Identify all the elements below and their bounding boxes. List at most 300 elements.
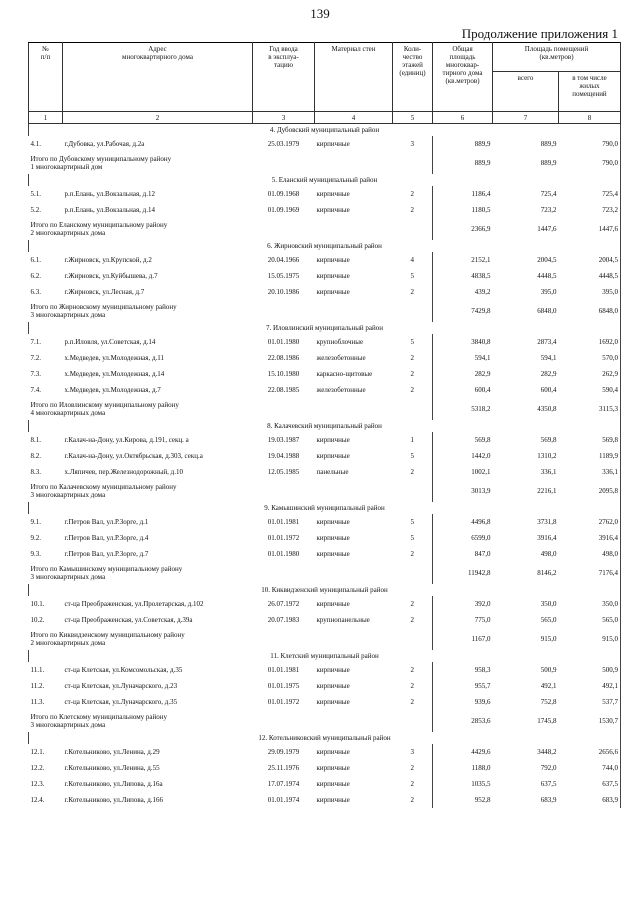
- table-cell: 492,1: [559, 678, 621, 694]
- table-cell: 775,0: [433, 612, 493, 628]
- table-cell: 20.10.1986: [267, 288, 300, 296]
- table-cell: 350,0: [559, 596, 621, 612]
- table-row: [29, 284, 621, 300]
- table-cell: 8.2.: [30, 452, 41, 460]
- table-cell: железобетонные: [316, 354, 366, 362]
- table-cell: 4496,8: [433, 514, 493, 530]
- table-cell: 500,9: [540, 666, 557, 674]
- table-cell: 336,1: [559, 464, 621, 480]
- table-cell: 2: [410, 764, 414, 772]
- table-cell: 9.3.: [30, 550, 41, 558]
- housing-table: [28, 42, 621, 808]
- table-cell: 5: [410, 338, 414, 346]
- table-cell: г.Жирновск, ул.Крупской, д.2: [64, 256, 152, 264]
- column-number: 2: [63, 112, 253, 124]
- table-cell: 25.03.1979: [267, 140, 300, 148]
- total-value: 1447,6: [537, 225, 557, 233]
- total-label: Итого по Калачевскому муниципальному району 3 многоквартирных дома: [30, 483, 177, 499]
- table-cell: 282,9: [540, 370, 557, 378]
- table-cell: 3916,4: [559, 530, 621, 546]
- table-cell: 25.11.1976: [267, 764, 300, 772]
- table-cell: 7.4.: [30, 386, 41, 394]
- table-cell: ст-ца Преображенская, ул.Пролетарская, д.102: [64, 600, 204, 608]
- table-cell: х.Медведев, ул.Молодежная, д.7: [64, 386, 161, 394]
- table-cell: 1180,5: [433, 202, 493, 218]
- total-row: [29, 300, 621, 322]
- total-value: 889,9: [540, 159, 557, 167]
- table-cell: 5: [410, 534, 414, 542]
- table-cell: 600,4: [433, 382, 493, 398]
- column-number: 4: [315, 112, 393, 124]
- table-row: [29, 136, 621, 152]
- table-cell: г.Калач-на-Дону, ул.Кирова, д.191, секц. а: [64, 436, 189, 444]
- table-cell: 2656,6: [559, 744, 621, 760]
- column-number: 8: [559, 112, 621, 124]
- table-row: [29, 792, 621, 808]
- header-floors: Коли- чество этажей (единиц): [393, 43, 433, 112]
- table-cell: 725,4: [540, 190, 557, 198]
- table-cell: 12.05.1985: [267, 468, 300, 476]
- table-cell: 5.1.: [30, 190, 41, 198]
- table-cell: 4429,6: [433, 744, 493, 760]
- page-number: 139: [310, 6, 330, 21]
- table-cell: 7.2.: [30, 354, 41, 362]
- table-row: [29, 366, 621, 382]
- total-value: 1745,8: [537, 717, 557, 725]
- table-cell: 4838,5: [433, 268, 493, 284]
- table-cell: 6.2.: [30, 272, 41, 280]
- table-cell: 1186,4: [433, 186, 493, 202]
- table-cell: кирпичные: [316, 272, 350, 280]
- table-cell: 2: [410, 550, 414, 558]
- table-cell: х.Ляпичев, пер.Железнодорожный, д.10: [64, 468, 183, 476]
- total-value: 1167,0: [433, 628, 493, 650]
- table-cell: 4.1.: [30, 140, 41, 148]
- table-cell: 2: [410, 206, 414, 214]
- table-row: [29, 760, 621, 776]
- table-cell: г.Петров Вал, ул.Р.Зорге, д.4: [64, 534, 149, 542]
- section-title: 12. Котельниковский муниципальный район: [29, 732, 621, 744]
- table-cell: 2: [410, 780, 414, 788]
- table-cell: 5: [410, 272, 414, 280]
- table-cell: 2: [410, 386, 414, 394]
- total-value: 8146,2: [537, 569, 557, 577]
- table-cell: г.Жирновск, ул.Лесная, д.7: [64, 288, 145, 296]
- section-row: [29, 124, 621, 137]
- table-cell: г.Котельниково, ул.Липова, д.166: [64, 796, 164, 804]
- total-value: 915,0: [540, 635, 557, 643]
- table-cell: 22.08.1986: [267, 354, 300, 362]
- total-value: 5318,2: [433, 398, 493, 420]
- section-row: [29, 732, 621, 744]
- table-cell: 7.3.: [30, 370, 41, 378]
- table-cell: р.п.Елань, ул.Вокзальная, д.14: [64, 206, 155, 214]
- table-cell: 29.09.1979: [267, 748, 300, 756]
- table-cell: 12.3.: [30, 780, 45, 788]
- total-value: 11942,8: [433, 562, 493, 584]
- table-cell: кирпичные: [316, 206, 350, 214]
- table-row: [29, 382, 621, 398]
- table-cell: 12.2.: [30, 764, 45, 772]
- table-cell: 2152,1: [433, 252, 493, 268]
- header-material: Материал стен: [315, 43, 393, 112]
- total-value: 7176,4: [559, 562, 621, 584]
- table-cell: 637,5: [540, 780, 557, 788]
- table-cell: 2: [410, 796, 414, 804]
- table-cell: 5.2.: [30, 206, 41, 214]
- section-row: [29, 502, 621, 514]
- table-cell: 6.1.: [30, 256, 41, 264]
- table-cell: 1: [410, 436, 414, 444]
- table-cell: 590,4: [559, 382, 621, 398]
- table-cell: 2: [410, 288, 414, 296]
- table-cell: 2004,5: [559, 252, 621, 268]
- table-cell: 955,7: [433, 678, 493, 694]
- table-cell: 20.07.1983: [267, 616, 300, 624]
- table-cell: кирпичные: [316, 698, 350, 706]
- table-cell: крупноблочные: [316, 338, 364, 346]
- header-premises: Площадь помещений (кв.метров): [493, 43, 621, 72]
- table-cell: 683,9: [540, 796, 557, 804]
- table-cell: 1189,9: [559, 448, 621, 464]
- table-cell: кирпичные: [316, 764, 350, 772]
- total-row: [29, 152, 621, 174]
- table-row: [29, 432, 621, 448]
- table-cell: г.Котельниково, ул.Ленина, д.29: [64, 748, 160, 756]
- table-cell: 15.05.1975: [267, 272, 300, 280]
- table-cell: 723,2: [559, 202, 621, 218]
- table-cell: 4448,5: [537, 272, 557, 280]
- section-title: 4. Дубовский муниципальный район: [29, 124, 621, 137]
- table-cell: 744,0: [559, 760, 621, 776]
- table-cell: кирпичные: [316, 682, 350, 690]
- table-cell: г.Котельниково, ул.Липова, д.16а: [64, 780, 163, 788]
- table-cell: 9.1.: [30, 518, 41, 526]
- table-cell: крупнопанельные: [316, 616, 370, 624]
- table-row: [29, 678, 621, 694]
- table-cell: 1035,5: [433, 776, 493, 792]
- total-value: 915,0: [559, 628, 621, 650]
- total-label: Итого по Жирновскому муниципальному району 3 многоквартирных дома: [30, 303, 177, 319]
- table-cell: 12.1.: [30, 748, 45, 756]
- table-cell: 3840,8: [433, 334, 493, 350]
- table-cell: кирпичные: [316, 796, 350, 804]
- table-cell: 2: [410, 354, 414, 362]
- section-row: [29, 174, 621, 186]
- table-cell: 01.01.1980: [267, 338, 300, 346]
- table-row: [29, 186, 621, 202]
- table-cell: 569,8: [559, 432, 621, 448]
- table-cell: 2004,5: [537, 256, 557, 264]
- total-value: 889,9: [433, 152, 493, 174]
- total-row: [29, 398, 621, 420]
- total-label: Итого по Иловлинскому муниципальному району 4 многоквартирных дома: [30, 401, 179, 417]
- section-title: 9. Камышинский муниципальный район: [29, 502, 621, 514]
- column-number: 3: [253, 112, 315, 124]
- table-cell: 392,0: [433, 596, 493, 612]
- table-cell: р.п.Елань, ул.Вокзальная, д.12: [64, 190, 155, 198]
- total-label: Итого по Камышинскому муниципальному району 3 многоквартирных дома: [30, 565, 183, 581]
- table-cell: 01.01.1972: [267, 534, 300, 542]
- total-value: 2853,6: [433, 710, 493, 732]
- table-row: [29, 530, 621, 546]
- table-cell: 500,9: [559, 662, 621, 678]
- table-cell: 10.2.: [30, 616, 45, 624]
- table-cell: 350,0: [540, 600, 557, 608]
- table-cell: 395,0: [540, 288, 557, 296]
- total-value: 4350,8: [537, 405, 557, 413]
- table-cell: 1692,0: [559, 334, 621, 350]
- table-cell: кирпичные: [316, 780, 350, 788]
- table-cell: 958,3: [433, 662, 493, 678]
- table-cell: 792,0: [540, 764, 557, 772]
- table-cell: г.Дубовка, ул.Рабочая, д.2а: [64, 140, 145, 148]
- table-cell: 594,1: [433, 350, 493, 366]
- total-label: Итого по Дубовскому муниципальному району 1 многоквартирный дом: [30, 155, 172, 171]
- table-cell: 3916,4: [537, 534, 557, 542]
- table-cell: 01.01.1974: [267, 796, 300, 804]
- table-cell: 395,0: [559, 284, 621, 300]
- table-cell: 2: [410, 616, 414, 624]
- table-cell: 1188,0: [433, 760, 493, 776]
- table-cell: ст-ца Клетская, ул.Комсомольская, д.35: [64, 666, 183, 674]
- table-cell: х.Медведев, ул.Молодежная, д.14: [64, 370, 165, 378]
- table-cell: 11.3.: [30, 698, 45, 706]
- table-cell: 282,9: [433, 366, 493, 382]
- table-cell: кирпичные: [316, 534, 350, 542]
- table-row: [29, 350, 621, 366]
- table-cell: 2762,0: [559, 514, 621, 530]
- table-row: [29, 662, 621, 678]
- total-value: 1447,6: [559, 218, 621, 240]
- table-cell: 889,9: [433, 136, 493, 152]
- table-cell: 492,1: [540, 682, 557, 690]
- table-cell: 262,9: [559, 366, 621, 382]
- total-row: [29, 218, 621, 240]
- table-cell: кирпичные: [316, 748, 350, 756]
- section-title: 7. Иловлинский муниципальный район: [29, 322, 621, 334]
- total-value: 3115,3: [559, 398, 621, 420]
- table-cell: 2873,4: [537, 338, 557, 346]
- header-address: Адрес многоквартирного дома: [63, 43, 253, 112]
- table-cell: 570,0: [559, 350, 621, 366]
- table-cell: кирпичные: [316, 452, 350, 460]
- total-row: [29, 710, 621, 732]
- total-row: [29, 628, 621, 650]
- table-cell: 2: [410, 370, 414, 378]
- total-value: 6848,0: [537, 307, 557, 315]
- table-cell: 3: [410, 748, 414, 756]
- total-value: 2366,9: [433, 218, 493, 240]
- section-title: 5. Еланский муниципальный район: [29, 174, 621, 186]
- table-cell: 7.1.: [30, 338, 41, 346]
- table-cell: г.Калач-на-Дону, ул.Октябрьская, д.303, секц.а: [64, 452, 203, 460]
- table-cell: 01.09.1968: [267, 190, 300, 198]
- total-label: Итого по Еланскому муниципальному району 2 многоквартирных дома: [30, 221, 168, 237]
- table-cell: 01.09.1969: [267, 206, 300, 214]
- table-cell: 498,0: [559, 546, 621, 562]
- table-cell: ст-ца Преображенская, ул.Советская, д.39а: [64, 616, 193, 624]
- table-cell: 683,9: [559, 792, 621, 808]
- header-all: всего: [493, 72, 559, 112]
- table-row: [29, 744, 621, 760]
- table-cell: 2: [410, 600, 414, 608]
- table-row: [29, 694, 621, 710]
- header-total-area: Общая площадь многоквар- тирного дома (кв.метров): [433, 43, 493, 112]
- table-cell: 20.04.1966: [267, 256, 300, 264]
- table-row: [29, 202, 621, 218]
- table-cell: 565,0: [559, 612, 621, 628]
- table-cell: 2: [410, 190, 414, 198]
- table-cell: кирпичные: [316, 666, 350, 674]
- total-value: 3013,9: [433, 480, 493, 502]
- table-cell: 725,4: [559, 186, 621, 202]
- table-cell: г.Жирновск, ул.Куйбышева, д.7: [64, 272, 158, 280]
- table-cell: 752,8: [540, 698, 557, 706]
- table-row: [29, 546, 621, 562]
- column-number: 1: [29, 112, 63, 124]
- section-row: [29, 650, 621, 662]
- table-cell: 10.1.: [30, 600, 45, 608]
- column-numbers-row: [29, 112, 621, 124]
- table-cell: 939,6: [433, 694, 493, 710]
- table-cell: кирпичные: [316, 140, 350, 148]
- section-row: [29, 240, 621, 252]
- table-cell: 537,7: [559, 694, 621, 710]
- table-cell: 01.01.1981: [267, 666, 300, 674]
- table-cell: кирпичные: [316, 600, 350, 608]
- header-num: № п/п: [29, 43, 63, 112]
- table-cell: 8.1.: [30, 436, 41, 444]
- table-cell: кирпичные: [316, 288, 350, 296]
- section-title: 8. Калачевский муниципальный район: [29, 420, 621, 432]
- section-title: 10. Киквидзенский муниципальный район: [29, 584, 621, 596]
- total-row: [29, 480, 621, 502]
- column-number: 6: [433, 112, 493, 124]
- header-year: Год ввода в эксплуа- тацию: [253, 43, 315, 112]
- table-cell: г.Петров Вал, ул.Р.Зорге, д.7: [64, 550, 149, 558]
- table-row: [29, 514, 621, 530]
- table-cell: панельные: [316, 468, 349, 476]
- table-cell: 11.2.: [30, 682, 45, 690]
- table-cell: 439,2: [433, 284, 493, 300]
- table-row: [29, 334, 621, 350]
- table-cell: 498,0: [540, 550, 557, 558]
- table-cell: кирпичные: [316, 190, 350, 198]
- table-cell: 8.3.: [30, 468, 41, 476]
- table-cell: кирпичные: [316, 436, 350, 444]
- total-label: Итого по Киквидзенскому муниципальному району 2 многоквартирных дома: [30, 631, 185, 647]
- table-cell: 4: [410, 256, 414, 264]
- table-cell: 11.1.: [30, 666, 45, 674]
- total-value: 7429,8: [433, 300, 493, 322]
- table-cell: 2: [410, 682, 414, 690]
- table-cell: 3448,2: [537, 748, 557, 756]
- total-row: [29, 562, 621, 584]
- column-number: 7: [493, 112, 559, 124]
- table-row: [29, 596, 621, 612]
- table-cell: 847,0: [433, 546, 493, 562]
- table-row: [29, 268, 621, 284]
- table-cell: 637,5: [559, 776, 621, 792]
- table-cell: г.Петров Вал, ул.Р.Зорге, д.1: [64, 518, 149, 526]
- table-cell: 3: [410, 140, 414, 148]
- table-cell: ст-ца Клетская, ул.Луначарского, д.35: [64, 698, 178, 706]
- table-cell: 01.01.1972: [267, 698, 300, 706]
- table-cell: кирпичные: [316, 550, 350, 558]
- table-cell: 4448,5: [559, 268, 621, 284]
- total-label: Итого по Клетскому муниципальному району 3 многоквартирных дома: [30, 713, 167, 729]
- section-row: [29, 420, 621, 432]
- table-cell: 3731,8: [537, 518, 557, 526]
- table-cell: 723,2: [540, 206, 557, 214]
- table-cell: 5: [410, 518, 414, 526]
- table-cell: 22.08.1985: [267, 386, 300, 394]
- table-cell: 2: [410, 698, 414, 706]
- table-row: [29, 776, 621, 792]
- table-cell: кирпичные: [316, 518, 350, 526]
- table-cell: х.Медведев, ул.Молодежная, д.11: [64, 354, 165, 362]
- table-cell: 01.01.1980: [267, 550, 300, 558]
- table-cell: 2: [410, 666, 414, 674]
- table-cell: каркасно-щитовые: [316, 370, 373, 378]
- table-cell: 889,9: [540, 140, 557, 148]
- table-cell: 1310,2: [537, 452, 557, 460]
- table-cell: ст-ца Клетская, ул.Луначарского, д.23: [64, 682, 178, 690]
- table-cell: 336,1: [540, 468, 557, 476]
- table-cell: 01.01.1975: [267, 682, 300, 690]
- table-cell: 9.2.: [30, 534, 41, 542]
- table-cell: 26.07.1972: [267, 600, 300, 608]
- header-residential: в том числе жилых помещений: [559, 72, 621, 112]
- table-row: [29, 252, 621, 268]
- section-row: [29, 322, 621, 334]
- total-value: 6848,0: [559, 300, 621, 322]
- continuation-note: Продолжение приложения 1: [461, 26, 618, 41]
- table-cell: р.п.Иловля, ул.Советская, д.14: [64, 338, 156, 346]
- table-row: [29, 612, 621, 628]
- table-cell: 19.03.1987: [267, 436, 300, 444]
- table-cell: 6599,0: [433, 530, 493, 546]
- table-cell: 5: [410, 452, 414, 460]
- total-value: 2216,1: [537, 487, 557, 495]
- table-cell: железобетонные: [316, 386, 366, 394]
- table-row: [29, 448, 621, 464]
- table-cell: 6.3.: [30, 288, 41, 296]
- total-value: 1530,7: [559, 710, 621, 732]
- table-cell: 19.04.1988: [267, 452, 300, 460]
- table-cell: 565,0: [540, 616, 557, 624]
- table-cell: 01.01.1981: [267, 518, 300, 526]
- table-cell: 594,1: [540, 354, 557, 362]
- section-title: 6. Жирновский муниципальный район: [29, 240, 621, 252]
- column-number: 5: [393, 112, 433, 124]
- table-cell: 600,4: [540, 386, 557, 394]
- section-title: 11. Клетский муниципальный район: [29, 650, 621, 662]
- section-row: [29, 584, 621, 596]
- table-row: [29, 464, 621, 480]
- table-cell: 1002,1: [433, 464, 493, 480]
- table-cell: 790,0: [559, 136, 621, 152]
- total-value: 790,0: [559, 152, 621, 174]
- table-cell: 17.07.1974: [267, 780, 300, 788]
- table-cell: кирпичные: [316, 256, 350, 264]
- table-cell: 952,8: [433, 792, 493, 808]
- table-body: [29, 112, 621, 809]
- table-cell: 15.10.1980: [267, 370, 300, 378]
- table-cell: 569,8: [540, 436, 557, 444]
- table-cell: 569,8: [433, 432, 493, 448]
